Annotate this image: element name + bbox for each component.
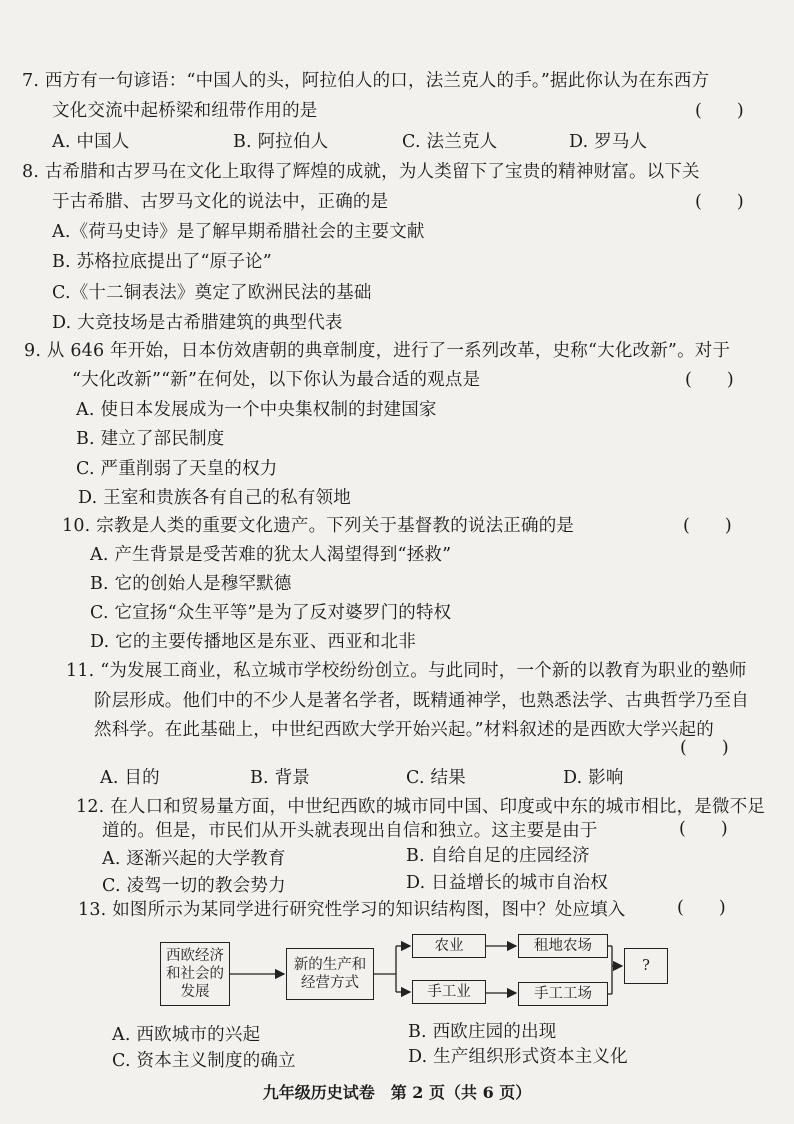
q8-answer-paren: ( )	[695, 192, 744, 212]
q12-option-c: C. 凌驾一切的教会势力	[102, 876, 286, 896]
q12-option-d: D. 日益增长的城市自治权	[406, 873, 609, 893]
q12-answer-paren: ( )	[679, 819, 728, 839]
q8-option-d: D. 大竞技场是古希腊建筑的典型代表	[52, 313, 343, 333]
q9-option-b: B. 建立了部民制度	[76, 429, 225, 449]
q13-option-b: B. 西欧庄园的出现	[408, 1022, 557, 1042]
q10-option-c: C. 它宣扬“众生平等”是为了反对婆罗门的特权	[90, 603, 452, 623]
q7-stem-line1: 7. 西方有一句谚语：“中国人的头，阿拉伯人的口，法兰克人的手。”据此你认为在东西方	[22, 71, 710, 91]
q13-option-d: D. 生产组织形式资本主义化	[408, 1047, 628, 1067]
diagram-box-agriculture	[412, 934, 486, 958]
q7-option-c: C. 法兰克人	[402, 132, 498, 152]
q10-stem-line1: 10. 宗教是人类的重要文化遗产。下列关于基督教的说法正确的是	[62, 516, 575, 536]
box3-label: 农业	[434, 938, 464, 954]
diagram-box-workshop	[518, 982, 608, 1006]
box5-label: 手工业	[427, 984, 471, 1000]
diagram-box-rental-farm	[518, 934, 608, 958]
q9-stem-line2: “大化改新”“新”在何处，以下你认为最合适的观点是	[72, 370, 481, 390]
q12-stem-line1: 12. 在人口和贸易量方面，中世纪西欧的城市同中国、印度或中东的城市相比，是微不足	[76, 797, 766, 817]
q7-option-b: B. 阿拉伯人	[233, 132, 329, 152]
diagram-box-unknown	[624, 948, 668, 984]
q11-stem-line1: 11. “为发展工商业，私立城市学校纷纷创立。与此同时，一个新的以教育为职业的塾师	[66, 661, 747, 681]
box4-label: 租地农场	[534, 938, 592, 954]
q10-option-a: A. 产生背景是受苦难的犹太人渴望得到“拯救”	[90, 545, 452, 565]
q11-option-b: B. 背景	[250, 768, 310, 788]
box7-label: ?	[642, 958, 650, 974]
q13-option-c: C. 资本主义制度的确立	[112, 1051, 296, 1071]
diagram-box-west-europe-economy	[160, 942, 230, 1006]
q12-stem-line2: 道的。但是，市民们从开头就表现出自信和独立。这主要是由于	[102, 821, 598, 841]
q9-answer-paren: ( )	[685, 370, 734, 390]
q7-stem-line2: 文化交流中起桥梁和纽带作用的是	[52, 101, 318, 121]
q11-answer-paren: ( )	[680, 738, 729, 758]
q9-option-c: C. 严重削弱了天皇的权力	[76, 459, 278, 479]
q12-option-b: B. 自给自足的庄园经济	[406, 846, 590, 866]
q13-answer-paren: ( )	[677, 898, 726, 918]
q13-option-a: A. 西欧城市的兴起	[112, 1025, 261, 1045]
q11-option-a: A. 目的	[100, 768, 160, 788]
page-footer: 九年级历史试卷 第 2 页（共 6 页）	[262, 1083, 532, 1102]
q12-option-a: A. 逐渐兴起的大学教育	[102, 849, 286, 869]
q11-stem-line2: 阶层形成。他们中的不少人是著名学者，既精通神学，也熟悉法学、古典哲学乃至自	[94, 691, 749, 711]
q10-option-d: D. 它的主要传播地区是东亚、西亚和北非	[90, 632, 417, 652]
q7-answer-paren: ( )	[695, 101, 744, 121]
q8-stem-line1: 8. 古希腊和古罗马在文化上取得了辉煌的成就，为人类留下了宝贵的精神财富。以下关	[22, 162, 700, 182]
q11-stem-line3: 然科学。在此基础上，中世纪西欧大学开始兴起。”材料叙述的是西欧大学兴起的	[94, 720, 714, 740]
box1-line3: 发展	[180, 984, 210, 1000]
q8-option-b: B. 苏格拉底提出了“原子论”	[52, 252, 272, 272]
box1-line1: 西欧经济	[166, 948, 224, 964]
diagram-box-new-production-mode	[286, 948, 374, 1000]
q7-option-d: D. 罗马人	[569, 132, 648, 152]
q11-option-c: C. 结果	[406, 768, 466, 788]
box6-label: 手工工场	[534, 986, 592, 1002]
box2-line1: 新的生产和	[293, 957, 367, 973]
q7-option-a: A. 中国人	[52, 132, 130, 152]
q8-option-c: C.《十二铜表法》奠定了欧洲民法的基础	[52, 283, 372, 303]
q10-answer-paren: ( )	[683, 516, 732, 536]
q9-option-a: A. 使日本发展成为一个中央集权制的封建国家	[76, 400, 437, 420]
box1-line2: 和社会的	[166, 966, 224, 982]
q11-option-d: D. 影响	[563, 768, 624, 788]
q8-stem-line2: 于古希腊、古罗马文化的说法中，正确的是	[52, 192, 389, 212]
q8-option-a: A.《荷马史诗》是了解早期希腊社会的主要文献	[52, 222, 425, 242]
box2-line2: 经营方式	[301, 975, 359, 991]
q13-stem-line1: 13. 如图所示为某同学进行研究性学习的知识结构图，图中？处应填入	[78, 900, 626, 920]
q9-stem-line1: 9. 从 646 年开始，日本仿效唐朝的典章制度，进行了一系列改革，史称“大化改新”。对于	[24, 341, 731, 361]
q9-option-d: D. 王室和贵族各有自己的私有领地	[78, 488, 351, 508]
q10-option-b: B. 它的创始人是穆罕默德	[90, 574, 292, 594]
diagram-box-handicraft	[412, 980, 486, 1004]
